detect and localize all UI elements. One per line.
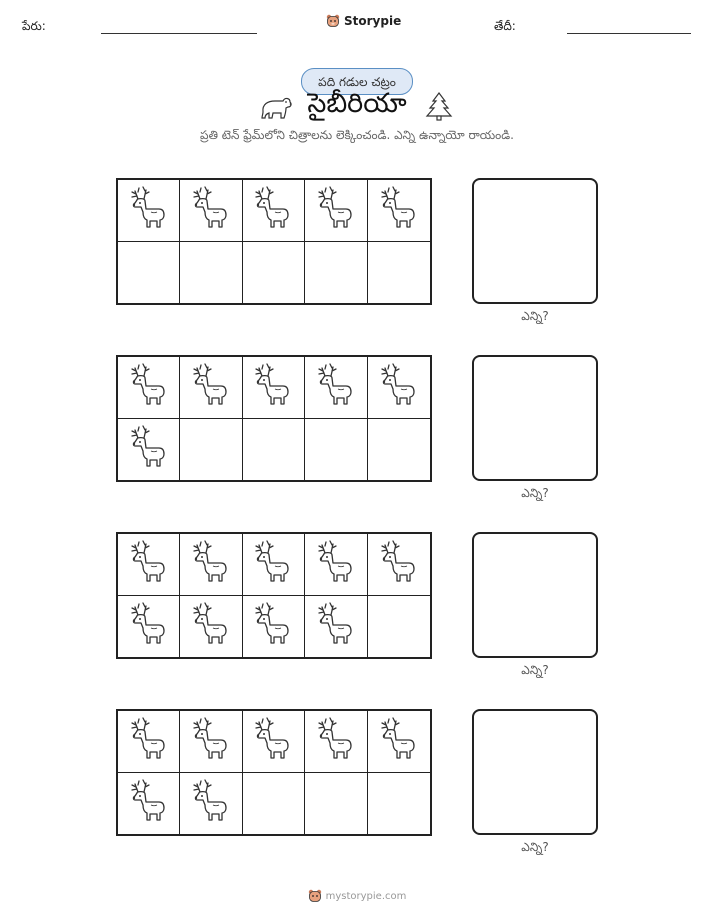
instructions: ప్రతి టెన్ ఫ్రేమ్‌లోని చిత్రాలను లెక్కించండి. ఎన్ని ఉన్నాయో రాయండి. [200,128,514,142]
frame-cell [243,773,305,835]
frame-cell [180,180,242,242]
reindeer-icon [379,716,419,766]
reindeer-icon [379,185,419,235]
frame-cell [243,242,305,304]
answer-box[interactable] [472,532,598,658]
frame-cell [305,596,367,658]
footer [0,888,714,904]
frame-cell [118,711,180,773]
reindeer-icon [191,716,231,766]
frame-cell [243,419,305,481]
reindeer-icon [316,716,356,766]
reindeer-icon [129,601,169,651]
reindeer-icon [316,539,356,589]
frame-cell [180,773,242,835]
reindeer-icon [379,539,419,589]
frame-cell [368,419,430,481]
ten-frame [116,178,432,305]
frame-cell [368,357,430,419]
frame-cell [305,242,367,304]
reindeer-icon [316,185,356,235]
answer-prompt: ఎన్ని? [521,309,549,323]
frame-cell [305,180,367,242]
reindeer-icon [253,716,293,766]
brand [326,13,401,29]
frame-cell [180,596,242,658]
frame-cell [368,180,430,242]
reindeer-icon [253,539,293,589]
frame-cell [180,419,242,481]
frame-cell [243,534,305,596]
date-label: తేదీ: [494,19,516,33]
answer-prompt: ఎన్ని? [521,840,549,854]
frame-cell [118,773,180,835]
frame-cell [243,357,305,419]
footer-site: mystorypie.com [325,890,407,902]
ten-frame [116,709,432,836]
name-label: పేరు: [22,19,46,33]
frame-cell [118,534,180,596]
frame-cell [368,596,430,658]
frame-cell [118,419,180,481]
reindeer-icon [191,601,231,651]
frame-cell [243,180,305,242]
reindeer-icon [129,778,169,828]
ten-frame [116,355,432,482]
reindeer-icon [253,185,293,235]
reindeer-icon [379,362,419,412]
frame-cell [368,773,430,835]
frame-cell [180,534,242,596]
answer-prompt: ఎన్ని? [521,486,549,500]
frame-cell [180,242,242,304]
frame-cell [118,180,180,242]
reindeer-icon [129,185,169,235]
topic-badge: పది గడుల చట్రం [301,68,413,95]
reindeer-icon [191,778,231,828]
frame-cell [305,357,367,419]
reindeer-icon [129,716,169,766]
name-line[interactable] [101,33,257,34]
frame-cell [118,357,180,419]
reindeer-icon [191,539,231,589]
frame-cell [243,711,305,773]
frame-cell [118,242,180,304]
brand-name: Storypie [344,14,402,28]
frame-cell [118,596,180,658]
storypie-logo-icon [326,13,340,29]
answer-box[interactable] [472,355,598,481]
frame-cell [368,534,430,596]
reindeer-icon [316,362,356,412]
reindeer-icon [253,362,293,412]
date-line[interactable] [567,33,691,34]
reindeer-icon [129,539,169,589]
frame-cell [180,357,242,419]
frame-cell [180,711,242,773]
frame-cell [305,419,367,481]
reindeer-icon [191,185,231,235]
reindeer-icon [129,424,169,474]
reindeer-icon [191,362,231,412]
frame-cell [305,773,367,835]
page-title: సైబీరియా [307,88,407,119]
frame-cell [305,711,367,773]
ten-frame [116,532,432,659]
answer-box[interactable] [472,178,598,304]
frame-cell [243,596,305,658]
answer-prompt: ఎన్ని? [521,663,549,677]
reindeer-icon [253,601,293,651]
reindeer-icon [129,362,169,412]
answer-box[interactable] [472,709,598,835]
frame-cell [305,534,367,596]
frame-cell [368,711,430,773]
reindeer-icon [316,601,356,651]
frame-cell [368,242,430,304]
storypie-footer-logo-icon [308,888,322,904]
pine-tree-icon [425,91,453,121]
